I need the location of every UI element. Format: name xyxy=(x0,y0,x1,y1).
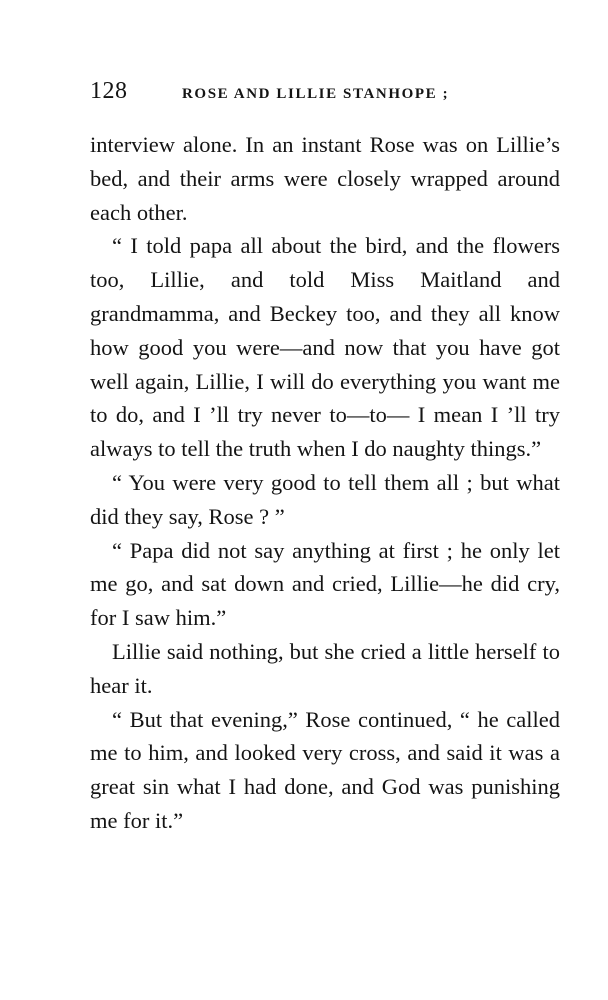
paragraph-1: interview alone. In an instant Rose was on Lillie’s bed, and their arms were closely wrapped around each other. xyxy=(90,132,560,225)
paragraph-5: Lillie said nothing, but she cried a little herself to hear it. xyxy=(90,638,560,698)
running-head: ROSE AND LILLIE STANHOPE ; xyxy=(182,86,450,102)
paragraph-4: “ Papa did not say anything at first ; he only let me go, and sat down and cried, Lillie—he did cry, for I saw him.” xyxy=(90,537,560,631)
paragraph-2: “ I told papa all about the bird, and the flowers too, Lillie, and told Miss Maitland and grandmamma, and Beckey too, and they all know how good you were—and now that you have got well again, Lillie, I will do everything you want me to do, and I ’ll try never to—to— I mean I ’ll try always to tell the truth when I do naughty things.” xyxy=(90,233,560,462)
paragraph-6: “ But that evening,” Rose continued, “ he called me to him, and looked very cross, and said it was a great sin what I had done, and God was punishing me for it.” xyxy=(90,706,560,833)
page-number: 128 xyxy=(90,78,128,104)
paragraph-3: “ You were very good to tell them all ; but what did they say, Rose ? ” xyxy=(90,469,560,529)
body-text xyxy=(90,128,560,838)
page-header xyxy=(90,78,570,112)
